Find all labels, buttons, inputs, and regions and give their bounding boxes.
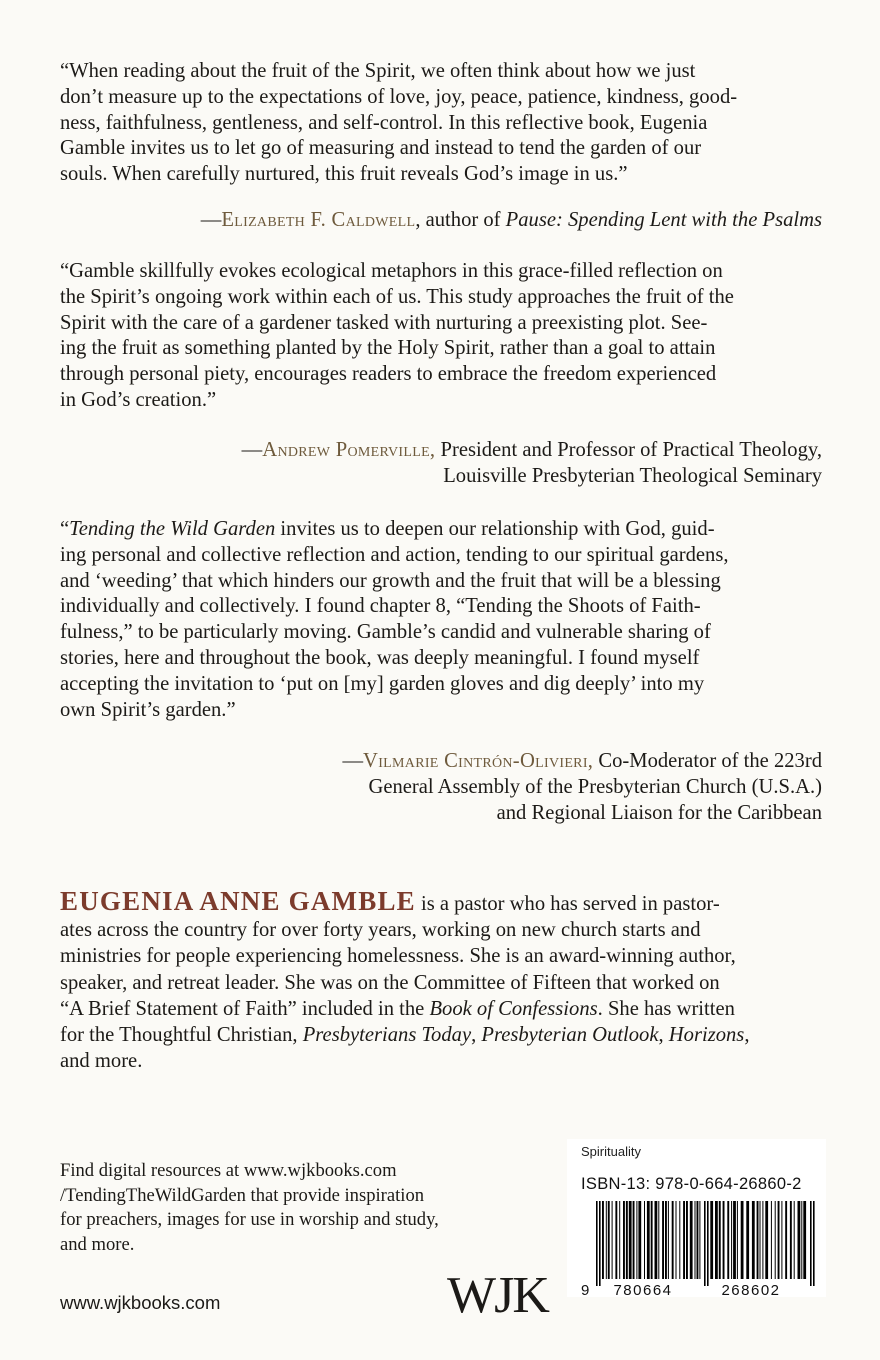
website-link[interactable]: www.wjkbooks.com <box>60 1292 221 1313</box>
quote-3-line: fulness,” to be particularly moving. Gamble’s candid and vulnerable sharing of <box>60 621 711 644</box>
barcode-bar <box>790 1201 792 1279</box>
quote-3-line: stories, here and throughout the book, was deeply meaningful. I found myself <box>60 646 700 669</box>
dash: — <box>342 750 364 772</box>
barcode-bar <box>801 1201 802 1279</box>
barcode-guard-bar <box>599 1201 601 1286</box>
barcode-bar <box>803 1201 806 1279</box>
barcode-bar <box>760 1201 761 1279</box>
quote-1-line: “When reading about the fruit of the Spirit, we often think about how we just <box>60 60 696 82</box>
barcode-bar <box>690 1201 693 1279</box>
quote-1-line: ness, faithfulness, gentleness, and self-control. In this reflective book, Eugenia <box>60 111 708 134</box>
barcode-digits-left: 780664 <box>613 1282 673 1297</box>
barcode-guard-bar <box>810 1201 812 1286</box>
barcode-bar <box>781 1201 782 1279</box>
quote-2-affiliation: Louisville Presbyterian Theological Seminary <box>443 464 822 487</box>
barcode-bar <box>672 1201 674 1279</box>
barcode-bar <box>679 1201 680 1279</box>
barcode-bar <box>665 1201 667 1279</box>
quote-1-line: don’t measure up to the expectations of love, joy, peace, patience, kindness, good- <box>60 85 738 108</box>
barcode-bar <box>606 1201 607 1279</box>
quote-2-author: Andrew Pomerville, <box>262 439 436 461</box>
barcode-bar <box>633 1201 635 1279</box>
digital-resources-note: Find digital resources at www.wjkbooks.com /TendingTheWildGarden that provide inspiration for preachers, images for use in worship and study, and more. <box>60 1160 439 1255</box>
quote-2-attribution <box>52 438 822 490</box>
quote-1-attribution <box>52 208 822 234</box>
barcode-bar <box>746 1201 749 1279</box>
quote-3 <box>60 517 822 723</box>
barcode-guard-bar <box>813 1201 815 1286</box>
barcode-bar <box>658 1201 659 1279</box>
barcode-guard-bar <box>596 1201 598 1286</box>
quote-1-line: souls. When carefully nurtured, this fruit reveals God’s image in us.” <box>60 163 628 186</box>
quote-2-line: the Spirit’s ongoing work within each of us. This study approaches the fruit of the <box>60 285 734 308</box>
wjk-logo: WJK <box>447 1267 548 1324</box>
author-bio: EUGENIA ANNE GAMBLE is a pastor who has served in pastor- ates across the country for over forty years, working on new church starts and ministries for people experiencing homelessness. She is an award-winning author, speaker, and retreat leader. She was on the Committee of Fifteen that worked on “A Brief Statement of Faith” included in the Book of Confessions. She has written for the Thoughtful Christian, Presbyterians Today, Presbyterian Outlook, Horizons, and more. <box>60 886 750 1073</box>
quote-2-role: President and Professor of Practical Theology, <box>435 439 822 461</box>
barcode-bar <box>636 1201 637 1279</box>
barcode-bar <box>699 1201 700 1279</box>
barcode-icon <box>567 1139 826 1297</box>
barcode-bar <box>676 1201 677 1279</box>
barcode-bar <box>785 1201 787 1279</box>
barcode-bar <box>719 1201 721 1279</box>
quote-3-line: ing personal and collective reflection and action, tending to our spiritual gardens, <box>60 543 729 566</box>
barcode-bar <box>752 1201 755 1279</box>
quote-1 <box>60 59 822 188</box>
barcode-bar <box>626 1201 628 1279</box>
quote-1-role: , author of <box>415 209 506 231</box>
barcode-digits-right: 268602 <box>721 1282 781 1297</box>
barcode-bar <box>668 1201 669 1279</box>
quote-2-line: ing the fruit as something planted by the Holy Spirit, rather than a goal to attain <box>60 337 716 360</box>
quote-3-line: accepting the invitation to ‘put on [my] garden gloves and dig deeply’ into my <box>60 672 705 695</box>
author-name: EUGENIA ANNE GAMBLE <box>60 886 416 916</box>
quote-2-line: Spirit with the care of a gardener tasked with nurturing a preexisting plot. See- <box>60 311 708 334</box>
barcode-bar <box>629 1201 632 1279</box>
quote-3-attribution <box>52 749 822 826</box>
category-label: Spirituality <box>581 1144 641 1159</box>
barcode-bar <box>695 1201 696 1279</box>
barcode-digit-first: 9 <box>581 1282 590 1297</box>
barcode-bar <box>686 1201 688 1279</box>
barcode-bar <box>731 1201 732 1279</box>
quote-2-line: in God’s creation.” <box>60 388 217 411</box>
barcode-bar <box>741 1201 744 1279</box>
quote-3-line: individually and collectively. I found chapter 8, “Tending the Shoots of Faith- <box>60 595 701 618</box>
barcode-bar <box>778 1201 780 1279</box>
book-title: Tending the Wild Garden <box>69 518 276 540</box>
barcode-bar <box>615 1201 617 1279</box>
barcode-bar <box>715 1201 718 1279</box>
barcode-bar <box>775 1201 776 1279</box>
barcode-bar <box>612 1201 613 1279</box>
barcode-bar <box>723 1201 725 1279</box>
barcode-bar <box>638 1201 641 1279</box>
barcode-guard-bar <box>704 1201 706 1286</box>
barcode-bar <box>683 1201 685 1279</box>
quote-3-author: Vilmarie Cintrón-Olivieri, <box>363 750 594 772</box>
barcode-bar <box>798 1201 801 1279</box>
quote-1-line: Gamble invites us to let go of measuring and instead to tend the garden of our <box>60 137 702 160</box>
barcode-bar <box>651 1201 653 1279</box>
barcode-bar <box>608 1201 610 1279</box>
quote-3-line: own Spirit’s garden.” <box>60 698 236 721</box>
quote-2-line: “Gamble skillfully evokes ecological metaphors in this grace-filled reflection on <box>60 260 723 282</box>
barcode-bar <box>762 1201 763 1279</box>
barcode-panel <box>567 1139 826 1297</box>
quote-3-role: Co-Moderator of the 223rd <box>593 750 822 772</box>
barcode-bar <box>733 1201 736 1279</box>
barcode-bar <box>623 1201 625 1279</box>
quote-1-book: Pause: Spending Lent with the Psalms <box>505 209 822 231</box>
quote-2-line: through personal piety, encourages readers to embrace the freedom experienced <box>60 363 717 386</box>
barcode-bar <box>602 1201 604 1279</box>
barcode-guard-bar <box>707 1201 709 1286</box>
barcode-bar <box>794 1201 795 1279</box>
quote-1-author: Elizabeth F. Caldwell <box>221 209 416 231</box>
barcode-bar <box>757 1201 759 1279</box>
quote-3-affiliation-2: and Regional Liaison for the Caribbean <box>496 801 822 824</box>
barcode-bar <box>710 1201 713 1279</box>
dash: — <box>241 439 263 461</box>
quote-3-line: “Tending the Wild Garden invites us to deepen our relationship with God, guid- <box>60 518 715 540</box>
barcode-bar <box>737 1201 738 1279</box>
barcode-bar <box>647 1201 650 1279</box>
isbn-label: ISBN-13: 978-0-664-26860-2 <box>581 1175 802 1193</box>
barcode-bar <box>765 1201 768 1279</box>
quote-2 <box>60 259 822 414</box>
barcode-bar <box>655 1201 658 1279</box>
barcode-bar <box>619 1201 620 1279</box>
dash: — <box>200 209 222 231</box>
barcode-bar <box>697 1201 699 1279</box>
barcode-bar <box>771 1201 772 1279</box>
barcode-bar <box>727 1201 729 1279</box>
barcode-bar <box>662 1201 664 1279</box>
barcode-bar <box>644 1201 645 1279</box>
quote-3-line: and ‘weeding’ that which hinders our growth and the fruit that will be a blessing <box>60 569 721 592</box>
quote-3-affiliation-1: General Assembly of the Presbyterian Church (U.S.A.) <box>368 775 822 798</box>
